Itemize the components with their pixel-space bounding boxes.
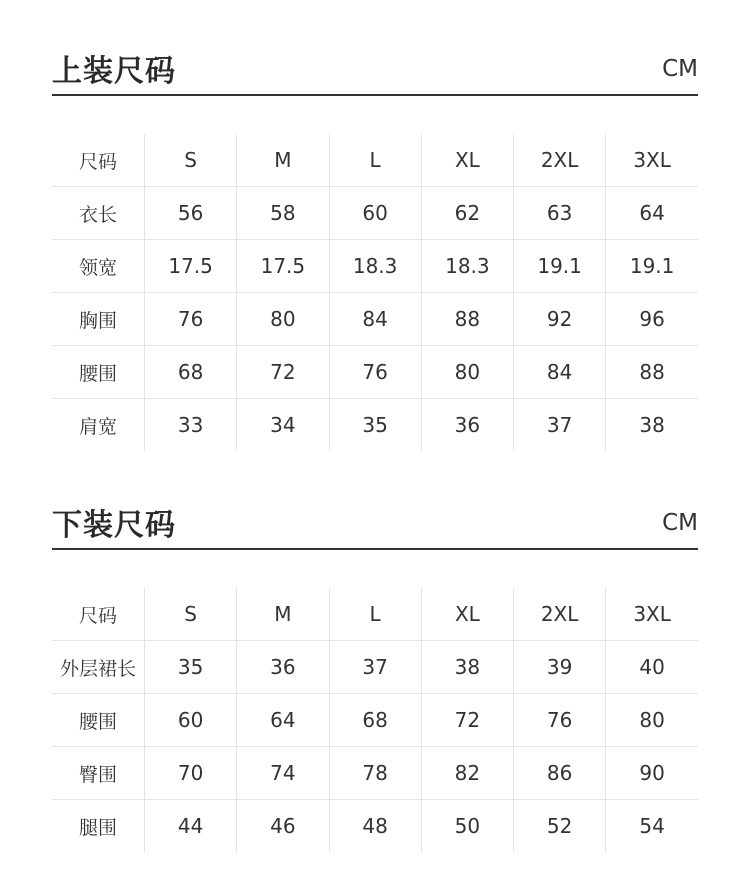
- size-row: [52, 747, 698, 800]
- top-size-table: [52, 134, 698, 451]
- measure-value-cell: 34: [237, 399, 329, 452]
- size-row: [52, 641, 698, 694]
- size-label-cell: 2XL: [514, 134, 606, 187]
- measure-value-cell: 74: [237, 747, 329, 800]
- measure-value-cell: 18.3: [329, 240, 421, 293]
- size-label-cell: M: [237, 588, 329, 641]
- measure-value-cell: 17.5: [237, 240, 329, 293]
- measure-label-cell: 衣长: [52, 187, 145, 240]
- size-label-cell: S: [145, 588, 237, 641]
- measure-value-cell: 39: [514, 641, 606, 694]
- measure-value-cell: 88: [421, 293, 513, 346]
- measure-value-cell: 48: [329, 800, 421, 853]
- size-label-cell: M: [237, 134, 329, 187]
- measure-value-cell: 80: [237, 293, 329, 346]
- measure-label-cell: 领宽: [52, 240, 145, 293]
- measure-value-cell: 68: [329, 694, 421, 747]
- measure-label-cell: 臀围: [52, 747, 145, 800]
- size-row: [52, 240, 698, 293]
- measure-value-cell: 50: [421, 800, 513, 853]
- measure-value-cell: 80: [421, 346, 513, 399]
- bottom-size-unit: CM: [662, 510, 698, 536]
- size-row: [52, 346, 698, 399]
- measure-value-cell: 19.1: [514, 240, 606, 293]
- size-label-cell: L: [329, 134, 421, 187]
- measure-value-cell: 88: [606, 346, 698, 399]
- measure-value-cell: 19.1: [606, 240, 698, 293]
- measure-label-cell: 胸围: [52, 293, 145, 346]
- measure-value-cell: 54: [606, 800, 698, 853]
- measure-value-cell: 60: [329, 187, 421, 240]
- measure-value-cell: 64: [606, 187, 698, 240]
- measure-label-cell: 腰围: [52, 694, 145, 747]
- measure-value-cell: 64: [237, 694, 329, 747]
- measure-value-cell: 58: [237, 187, 329, 240]
- measure-value-cell: 90: [606, 747, 698, 800]
- size-row: [52, 694, 698, 747]
- measure-value-cell: 38: [421, 641, 513, 694]
- size-label-cell: 2XL: [514, 588, 606, 641]
- measure-value-cell: 44: [145, 800, 237, 853]
- measure-value-cell: 80: [606, 694, 698, 747]
- measure-value-cell: 35: [329, 399, 421, 452]
- measure-value-cell: 36: [421, 399, 513, 452]
- measure-value-cell: 62: [421, 187, 513, 240]
- measure-value-cell: 70: [145, 747, 237, 800]
- size-label-cell: 3XL: [606, 588, 698, 641]
- measure-value-cell: 76: [329, 346, 421, 399]
- top-size-title: 上装尺码: [52, 54, 176, 89]
- size-label-cell: XL: [421, 134, 513, 187]
- size-header-row: [52, 134, 698, 187]
- measure-value-cell: 84: [329, 293, 421, 346]
- measure-label-cell: 外层裙长: [52, 641, 145, 694]
- measure-value-cell: 36: [237, 641, 329, 694]
- measure-value-cell: 78: [329, 747, 421, 800]
- measure-label-cell: 腰围: [52, 346, 145, 399]
- top-size-unit: CM: [662, 56, 698, 82]
- measure-value-cell: 37: [514, 399, 606, 452]
- size-row: [52, 399, 698, 452]
- size-row: [52, 800, 698, 853]
- measure-value-cell: 37: [329, 641, 421, 694]
- measure-value-cell: 76: [145, 293, 237, 346]
- size-row: [52, 187, 698, 240]
- size-label-cell: L: [329, 588, 421, 641]
- measure-value-cell: 52: [514, 800, 606, 853]
- measure-value-cell: 35: [145, 641, 237, 694]
- measure-value-cell: 38: [606, 399, 698, 452]
- measure-value-cell: 18.3: [421, 240, 513, 293]
- measure-value-cell: 56: [145, 187, 237, 240]
- measure-label-cell: 肩宽: [52, 399, 145, 452]
- measure-value-cell: 72: [237, 346, 329, 399]
- measure-value-cell: 60: [145, 694, 237, 747]
- top-size-section: [52, 44, 698, 438]
- size-row: [52, 293, 698, 346]
- measure-value-cell: 86: [514, 747, 606, 800]
- measure-value-cell: 82: [421, 747, 513, 800]
- size-header-row: [52, 588, 698, 641]
- measure-value-cell: 40: [606, 641, 698, 694]
- size-label-cell: XL: [421, 588, 513, 641]
- measure-value-cell: 96: [606, 293, 698, 346]
- measure-label-cell: 腿围: [52, 800, 145, 853]
- measure-value-cell: 68: [145, 346, 237, 399]
- size-column-header: 尺码: [78, 150, 117, 173]
- bottom-size-table: [52, 588, 698, 852]
- measure-value-cell: 17.5: [145, 240, 237, 293]
- size-label-cell: S: [145, 134, 237, 187]
- measure-value-cell: 76: [514, 694, 606, 747]
- bottom-size-title: 下装尺码: [52, 508, 176, 543]
- size-column-header: 尺码: [78, 604, 117, 627]
- bottom-size-section: [52, 498, 698, 839]
- measure-value-cell: 72: [421, 694, 513, 747]
- measure-value-cell: 33: [145, 399, 237, 452]
- measure-value-cell: 46: [237, 800, 329, 853]
- top-size-header: [52, 44, 698, 96]
- bottom-size-header: [52, 498, 698, 550]
- size-label-cell: 3XL: [606, 134, 698, 187]
- measure-value-cell: 84: [514, 346, 606, 399]
- measure-value-cell: 92: [514, 293, 606, 346]
- measure-value-cell: 63: [514, 187, 606, 240]
